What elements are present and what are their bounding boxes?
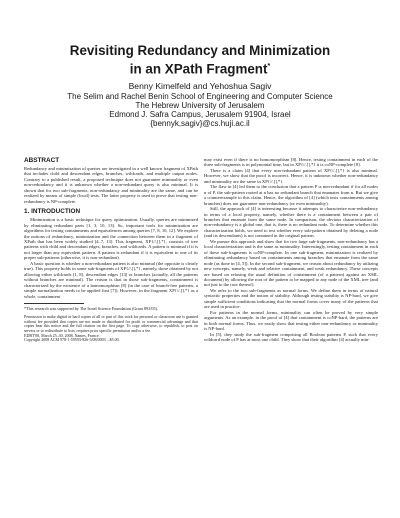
paper-title: [0, 43, 400, 77]
affiliation-line-2: The Hebrew University of Jerusalem: [135, 101, 265, 110]
body-paragraph-8: In [5], they study the sub-fragment comprising all Boolean patterns P, such that every wildcard node of P has at most one child. They show that their algorithm [4] actually min-: [204, 331, 378, 342]
abstract-heading: ABSTRACT: [24, 157, 60, 164]
title-line-1: Revisiting Redundancy and Minimization: [69, 43, 331, 58]
body-paragraph-5: We pursue this approach and show that for two large sub-fragments, non-redundancy has a local characterization and is the same as minimality. Interestingly, testing containment in each of these sub-fragments is coNP-complete. In one sub-fragment, minimization is realized by eliminating redundancy based on containments among branches that emanate from the same node (as done in [4, 5]). In the second sub-fragment, we reason about redundancy by utilizing new concepts, namely, weak and relative containment, and weak redundancy. These concepts are based on relaxing the usual definition of containment (of a pattern) against an XML document) by allowing the root of the pattern to be mapped to any node of the XML tree (and not just to the root thereof).: [204, 238, 378, 288]
intro-paragraph-1: Minimization is a basic technique for query optimization. Usually, queries are minimized by eliminating redundant parts [1, 3, 10, 13]. So, important tools for minimization are algorithms for testing containments and equivalences among queries [7, 8, 10, 12]. We explore the notions of redundancy, minimization and the connection between them in a fragment of XPath that has been widely studied [4–7, 13]. This fragment, XP{//,[],*}, consists of tree patterns with child and descendant edges, branches, and wildcards. A pattern is minimal if it is not larger than any equivalent pattern. A pattern is redundant if it is equivalent to one of its proper sub-patterns (otherwise, it is non-redundant).: [24, 217, 198, 261]
abstract-text: Redundancy and minimization of queries are investigated in a well known fragment of XPath that includes child and descendant edges, branches, wildcards, and multiple output nodes. Contrary to a published result, a proposed technique does not guarantee minimality or even non-redundancy and it is unknown whether a non-redundant query is also minimal. It is shown that for two sub-fragments, non-redundancy and minimality are the same, and can be realized by means of simple (local) tests. The latter property is used to prove that testing non-redundancy is NP-complete.: [24, 166, 198, 204]
body-paragraph-2: There is a claim [4] that every non-redundant pattern of XP{//,[],*} is also minimal. However, we show that the proof is incorrect. Hence, it is unknown whether non-redundancy and minimality are the same in XP{//,[],*}.: [204, 167, 378, 184]
intro-paragraph-2: A basic question is whether a non-redundant pattern is also minimal (the opposite is clearly true). This property holds in some sub-fragments of XP{//,[],*}, namely, those obtained by not allowing either wildcards [1, 8], descendant edges [13] or branches (actually, all the patterns without branches are minimal). The reason is that in those sub-fragments, containment is characterized by the existence of a homomorphism [8] (in the case of branch-free patterns, a simple normalization needs to be applied first [7]). However, in the fragment XP{//,[],*} as a whole, containment: [24, 260, 198, 299]
author-email: {bennyk,sagiv}@cs.huji.ac.il: [150, 119, 250, 128]
title-footnote-mark: *: [267, 63, 271, 70]
permission-notice: [24, 315, 198, 343]
body-paragraph-7: For patterns in the normal forms, minimality can often be proved by very simple arguments. As an example, in the proof of [4] that containment is coNP-hard, the patterns are in both normal forms. Thus, we easily show that testing either non-redundancy or minimality is NP-hard.: [204, 309, 378, 332]
left-column: [24, 157, 198, 343]
author-block: [0, 82, 400, 128]
body-paragraph-6: We refer to the two sub-fragments as normal forms. We define them in terms of natural syntactic properties and the notion of stability. Although testing stability is NP-hard, we give simple sufficient conditions indicating that the normal forms cover many of the patterns that are used in practice.: [204, 287, 378, 310]
body-paragraph-4: Still, the approach of [4] is interesting because it attempts to characterize non-redundancy in terms of a local property, namely, whether there is a containment between a pair of branches that emanate from the same node. In comparison, the obvious characterization of non-redundancy is a global one, that is, there is no redundant node. To determine whether this characterization holds, we need to test whether every sub-pattern obtained by deleting a node (and its descendants) is not contained in the original pattern.: [204, 206, 378, 239]
body-paragraph-1: may exist even if there is no homomorphism [8]. Hence, testing containment in each of the three sub-fragments is in polynomial time, but in XP{//,[],*} it is coNP-complete [8].: [204, 157, 378, 168]
title-line-2: [0, 59, 400, 77]
affiliation-line-1: The Selim and Rachel Benin School of Engineering and Computer Science: [67, 92, 333, 101]
copyright-line: Copyright 2008 ACM 978-1-59593-926-5/08/0003 ...$5.00.: [24, 337, 120, 343]
title-line-2-text: in an XPath Fragment: [129, 61, 268, 77]
affiliation-line-3: Edmond J. Safra Campus, Jerusalem 91904, Israel: [109, 110, 291, 119]
right-column: [204, 157, 378, 342]
introduction-heading: 1. INTRODUCTION: [24, 208, 81, 216]
footnote-rule: [24, 303, 84, 304]
author-names: Benny Kimelfeld and Yehoshua Sagiv: [128, 81, 272, 91]
conference-line: EDBT'08, March 25–30, 2008, Nantes, France.: [24, 332, 100, 338]
body-paragraph-3: The flaw in [4] led them to the conclusion that a pattern P is non-redundant if for all nodes n of P, the sub-pattern rooted at n has no redundant branch that emanates from n. But we give a counterexample to this claim. Hence, the algorithm of [4] (which tests containments among branches) does not guarantee non-redundancy (or even minimality).: [204, 184, 378, 206]
footnote-text: *This research was supported by The Israel Science Foundation (Grant 893/05).: [24, 305, 159, 311]
permission-text: Permission to make digital or hard copies of all or part of this work for personal or classroom use is granted without fee provided that copies are not made or distributed for profit or commercial advantage and that copies bear this notice and the full citation on the first page. To copy otherwise, to republish, to post on servers or to redistribute to lists, requires prior specific permission and/or a fee.: [24, 313, 198, 334]
